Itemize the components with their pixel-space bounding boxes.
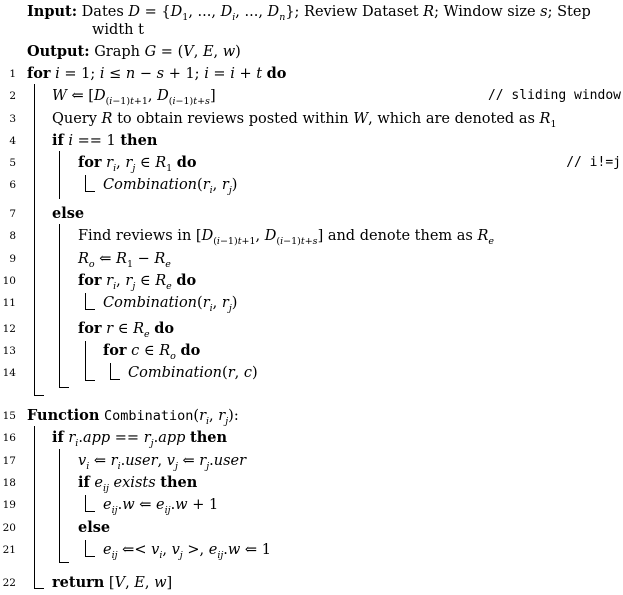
line-number: 6: [9, 179, 16, 191]
scope-tick-else: [59, 387, 69, 388]
line-text: for c ∈ $R_o$ do: [103, 342, 201, 362]
algo-line-6: [0, 174, 623, 196]
line-number: 1: [9, 68, 16, 80]
scope-bar-function: [34, 426, 35, 589]
scope-tick-else-2: [85, 556, 95, 557]
line-text: return [V, E, w]: [52, 574, 173, 591]
line-text: W ⇐ [$D_{(i-1)t+1}$, $D_{(i-1)t+s}$]: [52, 88, 216, 107]
line-text: else: [52, 205, 85, 222]
line-text: $Combination(r_i$, $r_j$): [103, 295, 238, 314]
scope-tick-function: [34, 588, 44, 589]
scope-bar-for-c: [110, 363, 111, 380]
scope-bar-if: [59, 151, 60, 199]
line-number: 13: [2, 345, 16, 357]
input-text-2: width t: [92, 22, 144, 38]
line-text: for $r_i$, $r_j$ ∈ $R_1$ do: [78, 154, 197, 174]
scope-tick-if-app: [59, 562, 69, 563]
line-text: $e_{ij}.w$ ⇐ $e_{ij}.w + 1$: [103, 497, 219, 516]
line-number: 8: [9, 230, 16, 242]
line-number: 17: [2, 455, 16, 467]
line-text: for r ∈ $R_e$ do: [78, 320, 175, 340]
input-text: Dates $D = \{D_1$, ..., $D_i$, ..., $D_n$}; Review Dataset R; Window size s; Step: [81, 4, 591, 23]
algo-line-15: [0, 405, 623, 427]
algo-line-3: [0, 108, 623, 130]
line-text: else: [78, 519, 111, 536]
line-text: Function $Combination(r_i$, $r_j$):: [27, 407, 239, 427]
line-text: if i == 1 then: [52, 132, 158, 149]
line-number: 5: [9, 157, 16, 169]
scope-bar-for-r1: [85, 175, 86, 192]
line-number: 7: [9, 208, 16, 220]
line-text: for i = 1; i ≤ n − s + 1; i = i + t do: [27, 65, 287, 82]
output-label: Output:: [27, 43, 90, 60]
algo-line-13: [0, 340, 623, 362]
line-text: Query R to obtain reviews posted within W, which are denoted as $R_1$: [52, 111, 557, 130]
algo-line-2: [0, 85, 623, 107]
input-line: [27, 3, 591, 23]
line-number: 3: [9, 113, 16, 125]
line-number: 19: [2, 499, 16, 511]
line-text: Combination(r, c): [128, 365, 258, 381]
algo-line-16: [0, 427, 623, 449]
algo-line-11: [0, 292, 623, 314]
line-number: 2: [9, 90, 16, 102]
line-number: 10: [2, 275, 16, 287]
scope-bar-for-re: [85, 293, 86, 310]
line-number: 21: [2, 544, 16, 556]
line-text: $v_i$ ⇐ $r_i.user$, $v_j$ ⇐ $r_j.user$: [78, 453, 247, 472]
algo-line-10: [0, 270, 623, 292]
line-number: 15: [2, 410, 16, 422]
algo-line-8: [0, 225, 623, 247]
scope-tick-for-c: [110, 379, 120, 380]
line-text: for $r_i$, $r_j$ ∈ $R_e$ do: [78, 272, 197, 292]
line-number: 16: [2, 432, 16, 444]
scope-bar-if-exists: [85, 495, 86, 512]
line-text: $R_o$ ⇐ $R_1 - R_e$: [78, 251, 171, 270]
scope-bar-else: [59, 224, 60, 388]
line-text: $Combination(r_i$, $r_j$): [103, 177, 238, 196]
line-text: if $e_{ij}$ exists then: [78, 474, 198, 494]
line-number: 22: [2, 577, 16, 589]
line-number: 14: [2, 367, 16, 379]
algo-line-22: [0, 572, 623, 594]
scope-tick-main-loop: [34, 395, 44, 396]
scope-bar-for-r: [85, 341, 86, 381]
line-text: Find reviews in [$D_{(i-1)t+1}$, $D_{(i-1)t+s}$] and denote them as $R_e$: [78, 228, 494, 247]
algo-line-12: [0, 318, 623, 340]
line-number: 11: [2, 297, 16, 309]
algo-line-4: [0, 130, 623, 152]
algo-line-9: [0, 248, 623, 270]
output-line: [27, 43, 241, 60]
line-number: 9: [9, 253, 16, 265]
algo-line-5: [0, 152, 623, 174]
algo-line-17: [0, 450, 623, 472]
line-number: 18: [2, 477, 16, 489]
algo-line-18: [0, 472, 623, 494]
algo-line-1: [0, 63, 623, 85]
algo-line-7: [0, 203, 623, 225]
scope-tick-for-r1: [85, 191, 95, 192]
line-number: 4: [9, 135, 16, 147]
comment-sliding-window: // sliding window: [487, 88, 621, 103]
scope-tick-for-re: [85, 309, 95, 310]
line-number: 12: [2, 323, 16, 335]
algo-line-20: [0, 517, 623, 539]
scope-tick-if-exists: [85, 511, 95, 512]
output-text: Graph G = (V, E, w): [94, 44, 241, 60]
scope-tick-for-r: [85, 380, 95, 381]
scope-bar-if-app: [59, 449, 60, 563]
input-label: Input:: [27, 3, 78, 20]
line-text: if $r_i.app == r_j.app$ then: [52, 429, 228, 449]
scope-bar-main-loop: [34, 84, 35, 396]
line-number: 20: [2, 522, 16, 534]
algo-line-21: [0, 539, 623, 561]
algo-line-19: [0, 494, 623, 516]
scope-bar-else-2: [85, 540, 86, 557]
line-text: $e_{ij}$ ⇐< $v_i$, $v_j$ >, $e_{ij}.w$ ⇐ 1: [103, 542, 271, 561]
comment-i-not-j: // i!=j: [566, 155, 621, 170]
